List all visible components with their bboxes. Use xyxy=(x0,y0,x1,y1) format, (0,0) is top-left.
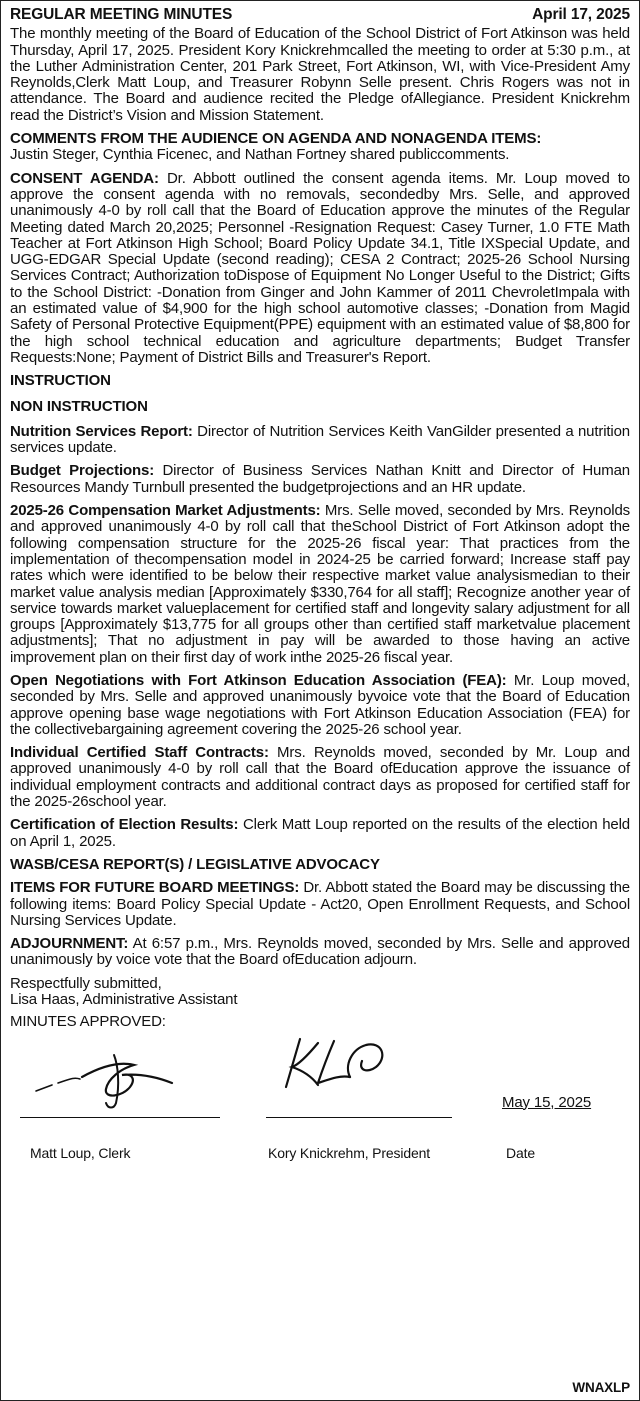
header xyxy=(10,7,630,23)
ad-code: WNAXLP xyxy=(572,1379,630,1395)
consent-text: Dr. Abbott outlined the consent agenda items. Mr. Loup moved to approve the consent agenda with no removals, secondedby Mrs. Selle, and approved unanimously 4-0 by roll call that the Board of Education approve the minutes of the Regular Meeting dated March 20,2025; Personnel -Resignation Request: Casey Turner, 1.0 FTE Math Teacher at Fort Atkinson High School; Board Policy Update 34.1, Title IXSpecial Update, and UGG-EDGAR Special Update (second reading); CESA 2 Contract; 2025-26 School Nursing Services Contract; Authorization toDispose of Equipment No Longer Useful to the District; Gifts to the School District: -Donation from Ginger and John Kammer of 2011 ChevroletImpala with an estimated value of $4,900 for the high school automotive classes; -Donation from Magid Safety of Personal Protective Equipment(PPE) equipment with an estimated value of $8,800 for the high school technical education and agriculture departments; Budget Transfer Requests:None; Payment of District Bills and Treasurer's Report. xyxy=(10,169,630,366)
adjournment-text: At 6:57 p.m., Mrs. Reynolds moved, seconded by Mrs. Selle and approved unanimously by voice vote that the Board ofEducation adjourn. xyxy=(10,935,630,969)
meeting-date: April 17, 2025 xyxy=(532,6,630,23)
closing-line-1: Respectfully submitted, xyxy=(10,974,162,992)
election-paragraph xyxy=(10,817,630,850)
minutes-approved-label: MINUTES APPROVED: xyxy=(10,1013,166,1031)
compensation-paragraph xyxy=(10,503,630,666)
consent-heading: CONSENT AGENDA: xyxy=(10,169,159,187)
signature-area xyxy=(10,1031,630,1181)
closing-block xyxy=(10,976,630,1009)
fea-heading: Open Negotiations with Fort Atkinson Education Association (FEA): xyxy=(10,671,507,689)
fea-paragraph xyxy=(10,673,630,738)
adjournment-heading: ADJOURNMENT: xyxy=(10,935,129,953)
instruction-heading: INSTRUCTION xyxy=(10,372,111,390)
nutrition-text: Director of Nutrition Services Keith VanGilder presented a nutrition services update. xyxy=(10,422,630,457)
president-signature-image xyxy=(278,1031,398,1101)
election-heading: Certification of Election Results: xyxy=(10,816,239,834)
president-label: Kory Knickrehm, President xyxy=(268,1144,430,1161)
consent-paragraph xyxy=(10,171,630,367)
notice-title: REGULAR MEETING MINUTES xyxy=(10,6,233,23)
non-instruction-heading: NON INSTRUCTION xyxy=(10,397,148,415)
comments-text: Justin Steger, Cynthia Ficenec, and Nathan Fortney shared publiccomments. xyxy=(10,146,510,164)
budget-heading: Budget Projections: xyxy=(10,462,155,480)
clerk-signature-image xyxy=(22,1039,202,1111)
intro-paragraph: The monthly meeting of the Board of Education of the School District of Fort Atkinson was held Thursday, April 17, 2025. President Kory Knickrehmcalled the meeting to order at 5:30 p.m., at the Luther Administration Center, 201 Park Street, Fort Atkinson, WI, with Vice-President Amy Reynolds,Clerk Matt Loup, and Treasurer Robynn Selle present. Chris Rogers was not in attendance. The Board and audience recited the Pledge ofAllegiance. President Knickrehm read the District’s Vision and Mission Statement. xyxy=(10,25,630,124)
future-paragraph xyxy=(10,880,630,929)
fea-text: Mr. Loup moved, seconded by Mrs. Selle and approved unanimously byvoice vote that the Board of Education approve opening base wage negotiations with Fort Atkinson Education Association (FEA) for the collectivebargaining agreement covering the 2025-26 school year. xyxy=(10,671,630,738)
adjournment-paragraph xyxy=(10,936,630,969)
date-label: Date xyxy=(506,1144,535,1161)
budget-paragraph xyxy=(10,463,630,496)
nutrition-heading: Nutrition Services Report: xyxy=(10,422,193,440)
comments-heading: COMMENTS FROM THE AUDIENCE ON AGENDA AND NONAGENDA ITEMS: xyxy=(10,130,542,148)
future-text: Dr. Abbott stated the Board may be discussing the following items: Board Policy Special Update - Act20, Open Enrollment Requests, and School Nursing Services Update. xyxy=(10,879,630,929)
comments-paragraph xyxy=(10,131,630,164)
future-heading: ITEMS FOR FUTURE BOARD MEETINGS: xyxy=(10,879,300,897)
contracts-text: Mrs. Reynolds moved, seconded by Mr. Loup and approved unanimously 4-0 by roll call that the Board ofEducation approve the issuance of individual employment contracts and additional contract days as proposed for certified staff for the 2025-26school year. xyxy=(10,744,630,811)
compensation-heading: 2025-26 Compensation Market Adjustments: xyxy=(10,502,321,520)
approval-date: May 15, 2025 xyxy=(502,1093,592,1111)
wasb-heading: WASB/CESA REPORT(S) / LEGISLATIVE ADVOCACY xyxy=(10,855,380,873)
budget-text: Director of Business Services Nathan Knitt and Director of Human Resources Mandy Turnbull presented the budgetprojections and an HR update. xyxy=(10,462,630,496)
president-signature-line xyxy=(266,1117,452,1118)
contracts-paragraph xyxy=(10,745,630,810)
clerk-signature-line xyxy=(20,1117,220,1118)
closing-line-2: Lisa Haas, Administrative Assistant xyxy=(10,991,238,1009)
nutrition-paragraph xyxy=(10,424,630,457)
compensation-text: Mrs. Selle moved, seconded by Mrs. Reynolds and approved unanimously 4-0 by roll call that theSchool District of Fort Atkinson adopt the following compensation structure for the 2025-26 fiscal year: That practices from the implementation of thecompensation model in 2024-25 be carried forward; Increase staff pay rates which were identified to be below their respective market value analysismedian to their market value analysis median [Approximately $330,764 for all staff]; Recognize another year of service towards market valueplacement for certified staff and longevity salary adjustment for all groups [Approximately $13,775 for all groups other than certified staff marketvalue placement adjustments]; That no adjustment in pay will be awarded to those having an active improvement plan on their first day of work inthe 2025-26 fiscal year. xyxy=(10,502,630,666)
election-text: Clerk Matt Loup reported on the results of the election held on April 1, 2025. xyxy=(10,816,630,850)
contracts-heading: Individual Certified Staff Contracts: xyxy=(10,744,269,762)
clerk-label: Matt Loup, Clerk xyxy=(30,1144,131,1161)
